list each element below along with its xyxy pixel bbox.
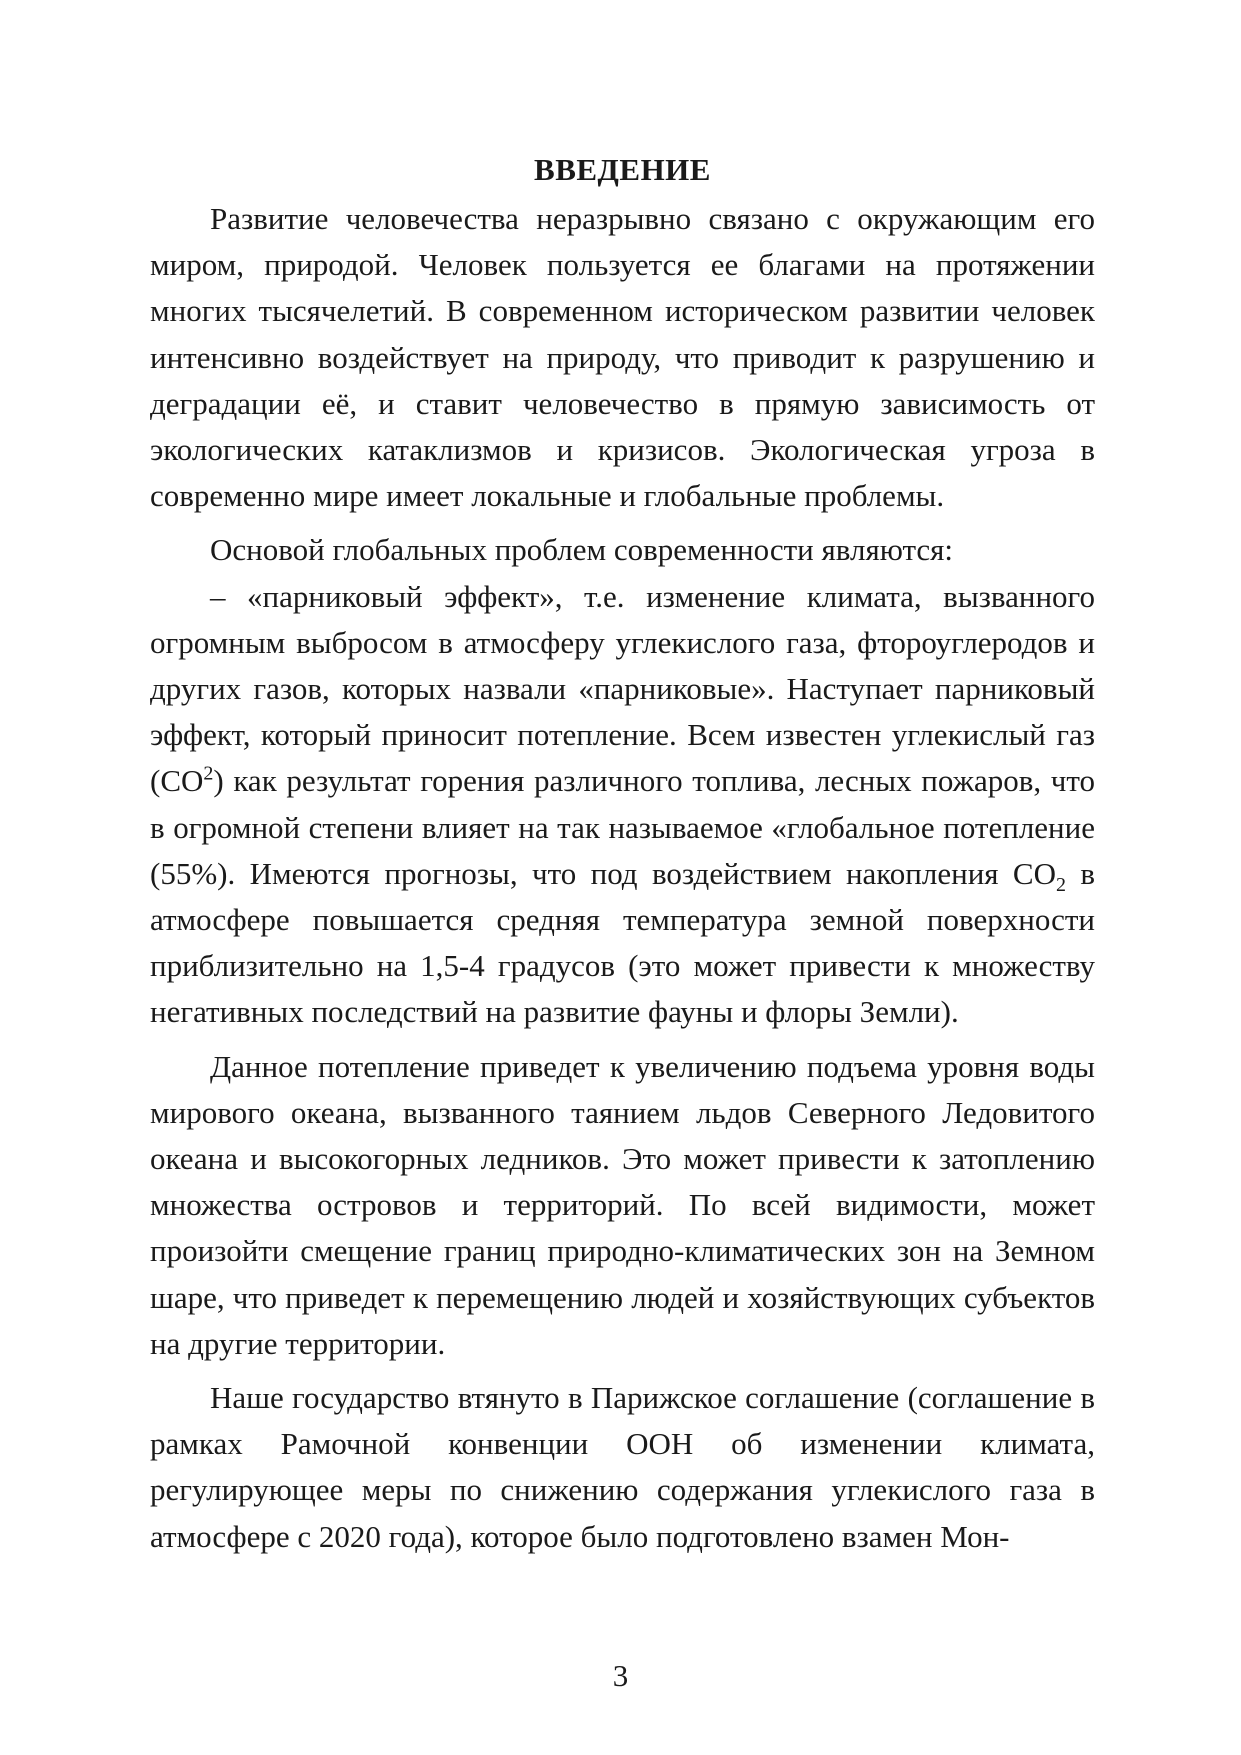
greenhouse-text-part-2: ) как результат горения различного топлива, лесных пожаров, что в огромной степени влияет на так называемое «глобальное потепление (55%). Имеются прогнозы, что под воздействием накопления CO bbox=[150, 763, 1095, 891]
greenhouse-text-part-3: в атмосфере повышается средняя температура земной поверхности приблизительно на 1,5-4 градусов (это может привести к множеству негативных последствий на развитие фауны и флоры Земли). bbox=[150, 855, 1095, 1030]
paragraph-global-problems: Основой глобальных проблем современности являются: bbox=[210, 532, 954, 568]
paragraph-ocean-level: Данное потепление приведет к увеличению подъема уровня воды мирового океана, вызванного таянием льдов Северного Ледовитого океана и высокогорных ледников. Это может привести к затоплению множества островов и территорий. По всей видимости, может произойти смещение границ природно-климатических зон на Земном шаре, что приведет к перемещению людей и хозяйствующих субъектов на другие территории. bbox=[150, 1048, 1095, 1361]
co2-subscript: 2 bbox=[1055, 874, 1066, 897]
paragraph-intro: Развитие человечества неразрывно связано с окружающим его миром, природой. Человек пользуется ее благами на протяжении многих тысячелетий. В современном историческом развитии человек интенсивно воздействует на природу, что приводит к разрушению и деградации её, и ставит человечество в прямую зависимость от экологических катаклизмов и кризисов. Экологическая угроза в современно мире имеет локальные и глобальные проблемы. bbox=[150, 201, 1095, 514]
co2-superscript: 2 bbox=[203, 763, 214, 786]
page-number: 3 bbox=[612, 1658, 629, 1693]
chapter-heading: ВВЕДЕНИЕ bbox=[534, 152, 711, 187]
document-page bbox=[150, 150, 1095, 1560]
paragraph-greenhouse-effect bbox=[150, 574, 1095, 1036]
greenhouse-text-part-1: – «парниковый эффект», т.е. изменение климата, вызванного огромным выбросом в атмосферу углекислого газа, фтороуглеродов и других газов, которых назвали «парниковые». Наступает парниковый эффект, который приносит потепление. Всем известен углекислый газ (CO bbox=[150, 578, 1095, 799]
paragraph-paris-agreement: Наше государство втянуто в Парижское соглашение (соглашение в рамках Рамочной конвенции ООН об изменении климата, регулирующее меры по снижению содержания углекислого газа в атмосфере с 2020 года), которое было подготовлено взамен Мон- bbox=[150, 1380, 1095, 1554]
